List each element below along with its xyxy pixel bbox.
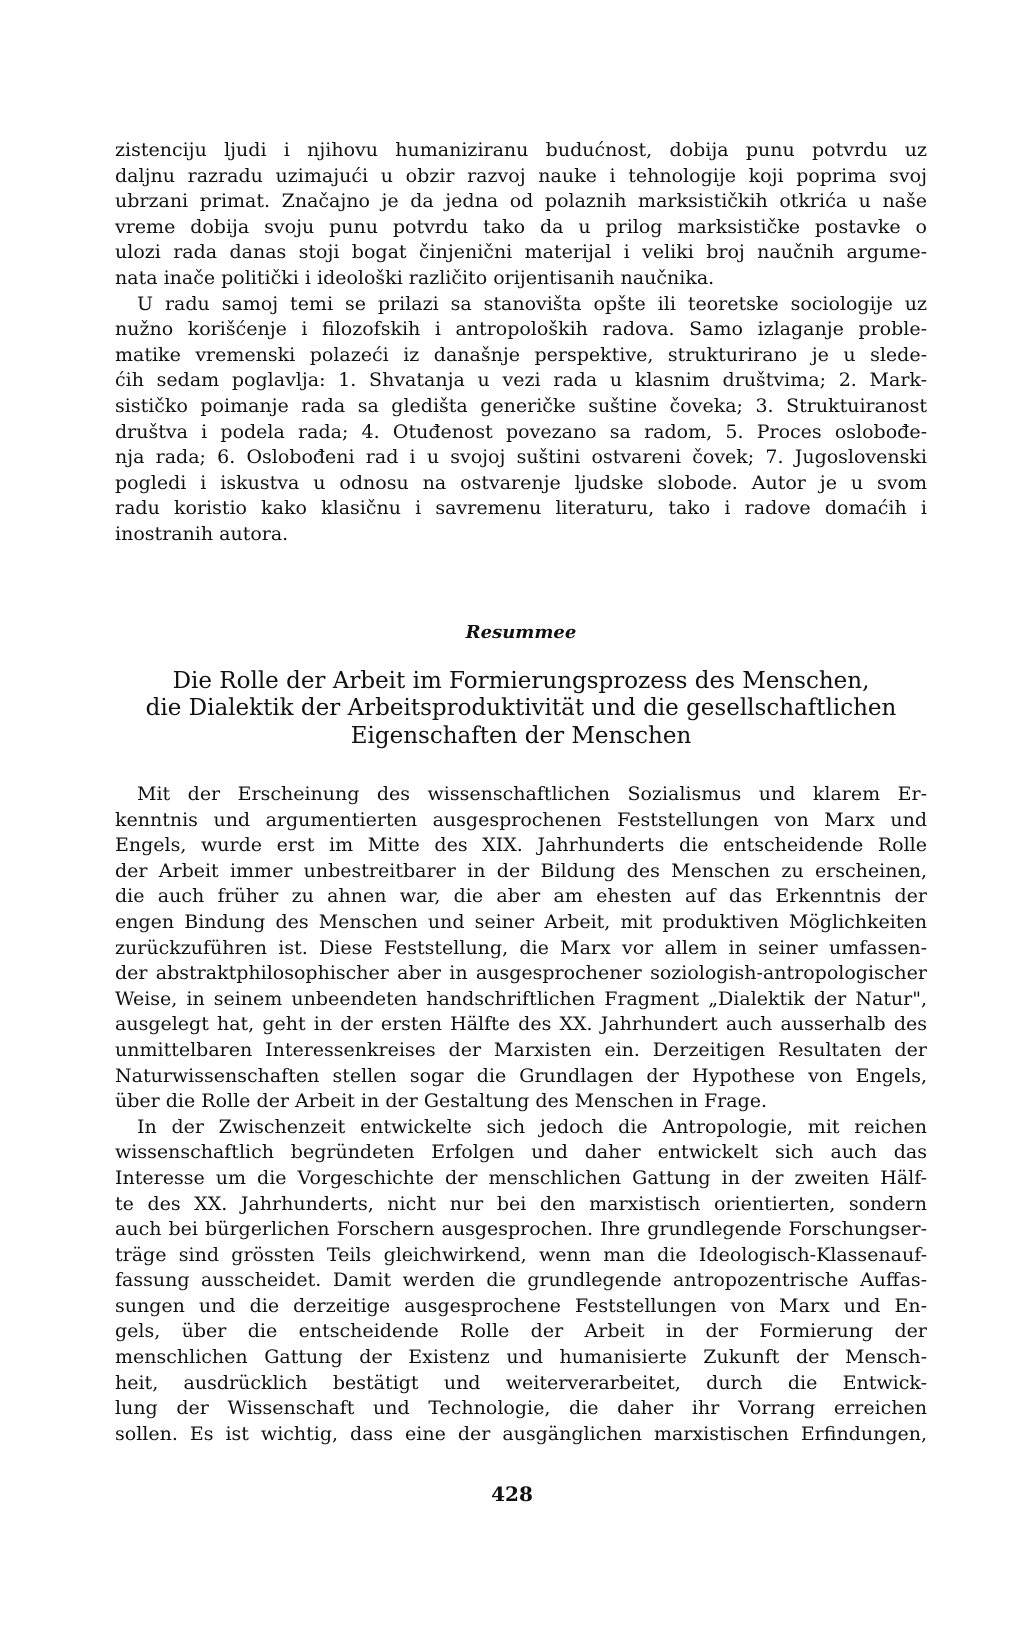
page-number: 428 — [491, 1482, 533, 1506]
section-spacer — [115, 646, 927, 668]
text-line: ćih sedam poglavlja: 1. Shvatanja u vezi rada u klasnim društvima; 2. Mark- — [115, 369, 927, 392]
page-body — [115, 138, 927, 1447]
text-line: sungen und die derzeitige ausgesprochene Feststellungen von Marx und En- — [115, 1294, 927, 1317]
text-line: menschlichen Gattung der Existenz und humanisierte Zukunft der Mensch- — [115, 1346, 927, 1369]
text-line: träge sind grössten Teils gleichwirkend, wenn man die Ideologisch-Klassenauf- — [115, 1243, 927, 1266]
title-line: Die Rolle der Arbeit im Formierungsprozess des Menschen, — [172, 667, 870, 694]
text-line: In der Zwischenzeit entwickelte sich jedoch die Antropologie, mit reichen — [137, 1115, 927, 1138]
text-line: matike vremenski polazeći iz današnje perspektive, strukturirano je u slede- — [115, 343, 927, 366]
text-line: fassung ausscheidet. Damit werden die grundlegende antropozentrische Auffas- — [115, 1269, 927, 1292]
text-line: daljnu razradu uzimajući u obzir razvoj nauke i tehnologije koji poprima svoj — [115, 164, 927, 187]
section-title — [115, 668, 927, 751]
text-line: engen Bindung des Menschen und seiner Arbeit, mit produktiven Möglichkeiten — [115, 910, 927, 933]
text-line: zistenciju ljudi i njihovu humaniziranu budućnost, dobija punu potvrdu uz — [115, 139, 927, 161]
text-line: die auch früher zu ahnen war, die aber am ehesten auf das Erkenntnis der — [115, 885, 927, 908]
section-spacer — [115, 548, 927, 620]
text-line: unmittelbaren Interessenkreises der Marxisten ein. Derzeitigen Resultaten der — [115, 1038, 927, 1061]
text-line: sollen. Es ist wichtig, dass eine der ausgänglichen marxistischen Erfindungen, — [115, 1422, 927, 1445]
text-line: Mit der Erscheinung des wissenschaftlichen Sozialismus und klarem Er- — [137, 783, 927, 805]
text-line: društva i podela rada; 4. Otuđenost povezano sa radom, 5. Proces oslobođe- — [115, 420, 927, 443]
title-line: die Dialektik der Arbeitsproduktivität und die gesellschaftlichen — [145, 695, 897, 721]
text-line: te des XX. Jahrhunderts, nicht nur bei den marxistisch orientierten, sondern — [115, 1192, 927, 1215]
text-line: der Arbeit immer unbestreitbarer in der Bildung des Menschen zu erscheinen, — [115, 859, 927, 882]
paragraph-4 — [115, 1115, 927, 1448]
title-line: Eigenschaften der Menschen — [350, 722, 692, 749]
text-line: nata inače politički i ideološki različito orijentisanih naučnika. — [115, 266, 715, 289]
text-line: Engels, wurde erst im Mitte des XIX. Jahrhunderts die entscheidende Rolle — [115, 834, 927, 857]
text-line: nja rada; 6. Oslobođeni rad i u svojoj suštini ostvareni čovek; 7. Jugoslovenski — [115, 446, 927, 469]
paragraph-1 — [115, 138, 927, 292]
text-line: sističko poimanje rada sa gledišta generičke suštine čoveka; 3. Struktuiranost — [115, 394, 927, 417]
text-line: ubrzani primat. Značajno je da jedna od polaznih marksističkih otkrića u naše — [115, 190, 927, 213]
text-line: vreme dobija svoju punu potvrdu tako da u prilog marksističke postavke o — [115, 215, 927, 238]
text-line: Interesse um die Vorgeschichte der menschlichen Gattung in der zweiten Hälf- — [115, 1166, 927, 1189]
text-line: zurückzuführen ist. Diese Feststellung, die Marx vor allem in seiner umfassen- — [115, 936, 927, 959]
text-line: radu koristio kako klasičnu i savremenu literaturu, tako i radove domaćih i — [115, 497, 927, 520]
text-line: pogledi i iskustva u odnosu na ostvarenje ljudske slobode. Autor je u svom — [115, 471, 927, 494]
text-line: über die Rolle der Arbeit in der Gestaltung des Menschen in Frage. — [115, 1090, 768, 1113]
text-line: auch bei bürgerlichen Forschern ausgesprochen. Ihre grundlegende Forschungser- — [115, 1218, 927, 1241]
text-line: inostranih autora. — [115, 522, 289, 545]
paragraph-3 — [115, 782, 927, 1115]
text-line: ausgelegt hat, geht in der ersten Hälfte des XX. Jahrhundert auch ausserhalb des — [115, 1013, 927, 1036]
text-line: ulozi rada danas stoji bogat činjenični materijal i veliki broj naučnih argume- — [115, 241, 927, 264]
text-line: kenntnis und argumentierten ausgesprochenen Feststellungen von Marx und — [115, 808, 927, 831]
text-line: Weise, in seinem unbeendeten handschriftlichen Fragment „Dialektik der Natur", — [115, 987, 927, 1010]
text-line: heit, ausdrücklich bestätigt und weiterverarbeitet, durch die Entwick- — [115, 1371, 927, 1394]
text-line: U radu samoj temi se prilazi sa stanovišta opšte ili teoretske sociologije uz — [137, 292, 927, 315]
section-spacer — [115, 750, 927, 782]
text-line: wissenschaftlich begründeten Erfolgen und daher entwickelt sich auch das — [115, 1141, 927, 1164]
text-line: nužno korišćenje i filozofskih i antropoloških radova. Samo izlaganje proble- — [115, 318, 927, 341]
text-line: der abstraktphilosophischer aber in ausgesprochener soziologish-antropologischer — [115, 962, 927, 985]
text-line: Naturwissenschaften stellen sogar die Grundlagen der Hypothese von Engels, — [115, 1064, 927, 1087]
resume-heading: Resummee — [465, 621, 577, 643]
text-line: lung der Wissenschaft und Technologie, die daher ihr Vorrang erreichen — [115, 1397, 927, 1420]
text-line: gels, über die entscheidende Rolle der Arbeit in der Formierung der — [115, 1320, 927, 1343]
paragraph-2 — [115, 292, 927, 548]
